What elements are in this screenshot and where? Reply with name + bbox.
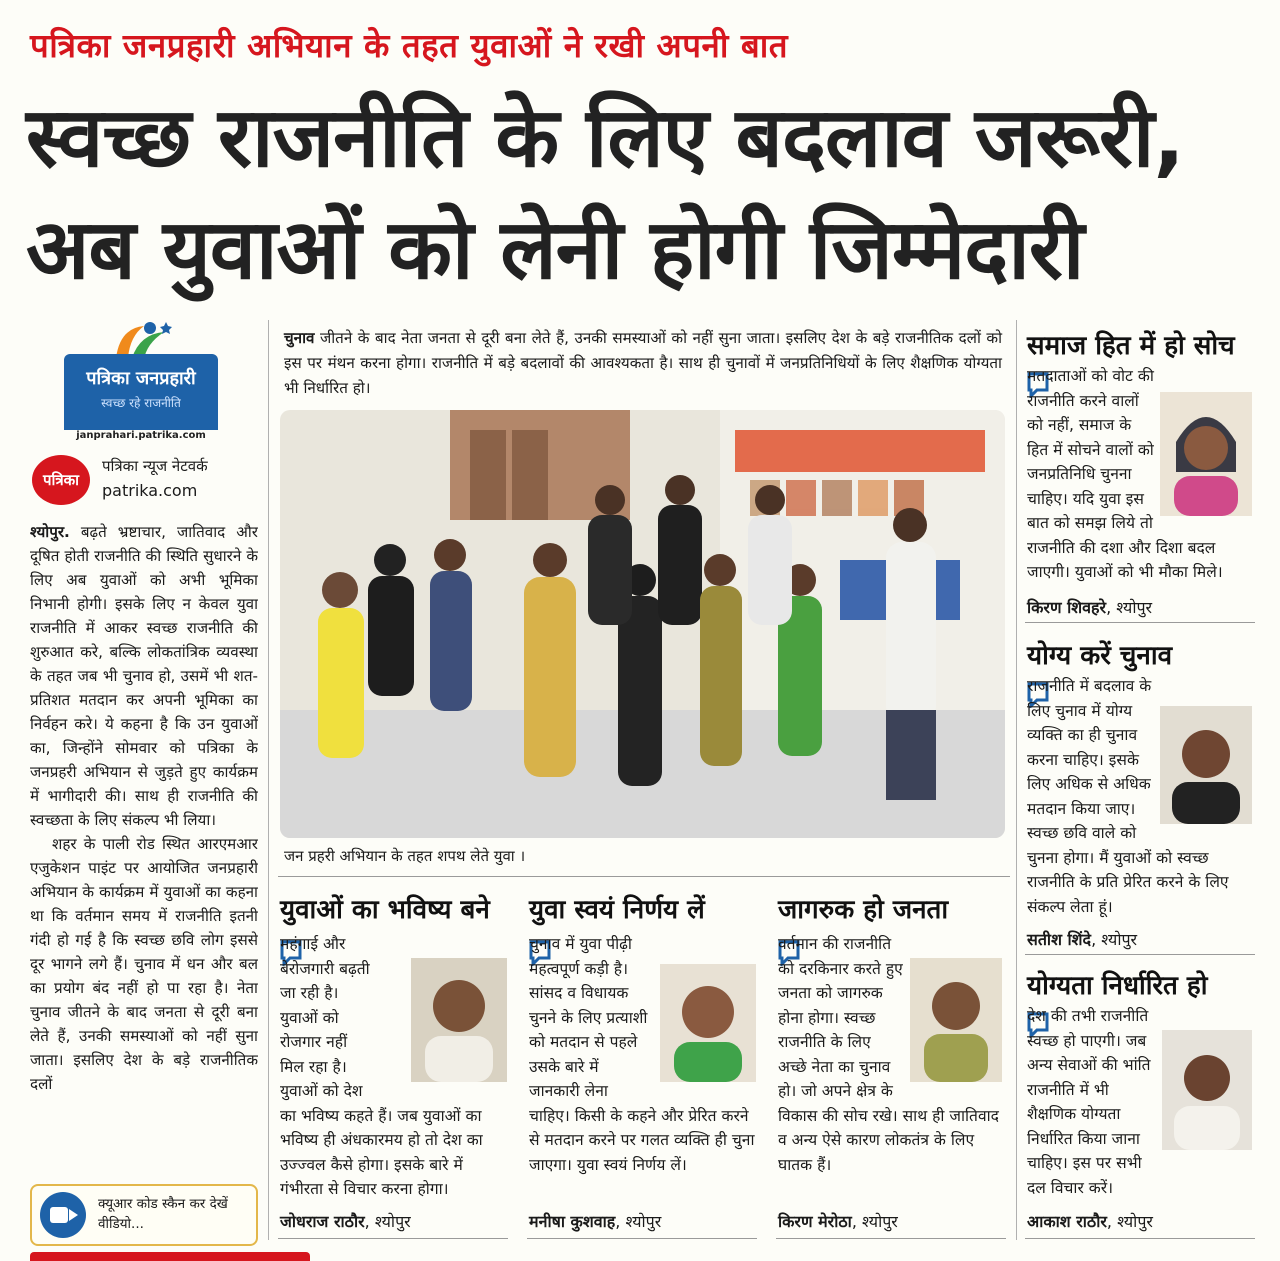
headline-line-1: स्वच्छ राजनीति के लिए बदलाव जरूरी, xyxy=(26,89,1184,186)
portrait-float xyxy=(372,932,506,1082)
sidebar-signature xyxy=(1027,928,1137,950)
section-text-body: महंगाई और बेरोजगारी बढ़ती जा रही है। युवाओं को रोजगार नहीं मिल रहा है। युवाओं को देश का भविष्य कहते हैं। जब युवाओं का भविष्य ही अंधकारमय हो तो देश का उज्ज्वल कैसे होगा। इसके बारे में गंभीरता से विचार करना होगा। xyxy=(280,935,483,1198)
sidebar-text xyxy=(1027,1004,1253,1200)
column-rule xyxy=(1016,320,1017,1240)
logo-brand: पत्रिका जनप्रहारी xyxy=(86,368,196,389)
lead-paragraph-2: शहर के पाली रोड स्थित आरएमआर एजुकेशन पाइंट पर आयोजित जनप्रहारी अभियान के कार्यक्रम में युवाओं का कहना था कि वर्तमान समय में राजनीति इतनी गंदी हो गई है कि स्वच्छ छवि लोग इससे दूर भागने लगे हैं। चुनाव में धन और बल का प्रयोग बंद नहीं हो पा रहा है। नेता चुनाव जीतने के बाद जनता से दूरी बना लेते हैं, उनकी समस्याओं को नहीं सुना जाता। इसलिए देश के बड़े राजनीतिक दलों xyxy=(30,835,258,1093)
lead-para-1-text: बढ़ते भ्रष्टाचार, जातिवाद और दूषित होती राजनीति की स्थिति सुधारने के लिए अब युवाओं को अभी भूमिका निभानी होगी। इसके लिए न केवल युवा राजनीति में आकर स्वच्छ राजनीति की शुरुआत करे, बल्कि लोकतांत्रिक व्यवस्था के तहत जब भी चुनाव हो, उसमें भी शत-प्रतिशत मतदान कर अपनी भूमिका का निर्वहन करे। ये कहना है कि उन युवाओं का, जिन्होंने सोमवार को पत्रिका के जनप्रहरी अभियान से जुड़ते हुए कार्यक्रम में भागीदारी की। साथ ही राजनीति की स्वच्छता के लिए संकल्प भी लिया। xyxy=(30,523,258,829)
signature-place: , श्योपुर xyxy=(615,1212,662,1231)
signature-name: आकाश राठौर xyxy=(1027,1212,1107,1231)
patrika-badge: पत्रिका xyxy=(32,455,90,505)
signature-place: , श्योपुर xyxy=(364,1212,411,1231)
section-divider xyxy=(776,1238,1006,1239)
photo-caption: जन प्रहरी अभियान के तहत शपथ लेते युवा । xyxy=(284,847,526,865)
janprahari-logo xyxy=(64,318,218,446)
signature-name: सतीश शिंदे xyxy=(1027,930,1092,949)
signature-place: , श्योपुर xyxy=(1106,598,1153,617)
signature-name: किरण शिवहरे xyxy=(1027,598,1107,617)
sidebar-text-body: राजनीति में बदलाव के लिए चुनाव में योग्य व्यक्ति का ही चुनाव करना चाहिए। इसके लिए अधिक से अधिक मतदान किया जाए। स्वच्छ छवि वाले को चुनना होगा। मैं युवाओं को स्वच्छ राजनीति के प्रति प्रेरित करने के लिए संकल्प लेता हूं। xyxy=(1027,677,1229,916)
intro-lead-word: चुनाव xyxy=(284,329,315,347)
lead-paragraph-1 xyxy=(30,520,258,832)
sidebar-text-body: मतदाताओं को वोट की राजनीति करने वालों को नहीं, समाज के हित में सोचने वालों को जनप्रतिनिधि चुनना चाहिए। यदि युवा इस बात को समझ लिये तो राजनीति की दशा और दिशा बदल जाएगी। युवाओं को भी मौका मिले। xyxy=(1027,367,1223,581)
sidebar-title: योग्य करें चुनाव xyxy=(1027,641,1173,671)
section-signature xyxy=(529,1210,661,1232)
section-text xyxy=(778,932,1004,1202)
signature-name: जोधराज राठौर xyxy=(280,1212,365,1231)
kicker: पत्रिका जनप्रहारी अभियान के तहत युवाओं ने रखी अपनी बात xyxy=(30,26,789,65)
portrait-float xyxy=(1159,1004,1253,1154)
sidebar-title: योग्यता निर्धारित हो xyxy=(1027,971,1208,1001)
signature-name: मनीषा कुशवाह xyxy=(529,1212,616,1231)
portrait-float xyxy=(904,932,1004,1082)
signature-place: , श्योपुर xyxy=(1106,1212,1153,1231)
dateline: श्योपुर. xyxy=(30,523,70,541)
section-text xyxy=(529,932,755,1202)
column-rule xyxy=(268,320,269,1240)
section-signature xyxy=(280,1210,411,1232)
section-title: जागरुक हो जनता xyxy=(778,895,949,925)
section-title: युवा स्वयं निर्णय लें xyxy=(529,895,705,925)
sidebar-signature xyxy=(1027,596,1152,618)
group-photo xyxy=(280,410,1005,838)
signature-place: , श्योपुर xyxy=(851,1212,898,1231)
portrait-float xyxy=(1155,674,1253,824)
section-text xyxy=(280,932,506,1202)
sidebar-divider xyxy=(1025,622,1255,623)
signature-name: किरण मेरोठा xyxy=(778,1212,852,1231)
group-photo-illustration xyxy=(280,410,1005,838)
sidebar-divider xyxy=(1025,954,1255,955)
portrait-float xyxy=(1155,364,1253,512)
caption-divider xyxy=(278,876,1010,877)
qr-label: क्यूआर कोड स्कैन कर देखें वीडियो... xyxy=(98,1196,228,1232)
logo-url: janprahari.patrika.com xyxy=(76,430,206,441)
section-text-body: चुनाव में युवा पीढ़ी महत्वपूर्ण कड़ी है। सांसद व विधायक चुनने के लिए प्रत्याशी को मतदान से पहले उसके बारे में जानकारी लेना चाहिए। किसी के कहने और प्रेरित करने से मतदान करने पर गलत व्यक्ति ही चुना जाएगा। युवा स्वयं निर्णय लें। xyxy=(529,935,755,1174)
intro-text: जीतने के बाद नेता जनता से दूरी बना लेते हैं, उनकी समस्याओं को नहीं सुना जाता। इसलिए देश के बड़े राजनीतिक दलों को इस पर मंथन करना होगा। राजनीति में बड़े बदलावों की आवश्यकता है। साथ ही चुनावों में जनप्रतिनिधियों के लिए शैक्षणिक योग्यता भी निर्धारित हो। xyxy=(284,329,1002,397)
sidebar-title: समाज हित में हो सोच xyxy=(1027,331,1235,361)
qr-video-prompt[interactable] xyxy=(30,1184,258,1246)
sidebar-divider xyxy=(1025,1238,1255,1239)
section-divider xyxy=(527,1238,757,1239)
portrait-float xyxy=(651,932,755,1082)
agency-site: patrika.com xyxy=(102,481,198,500)
sidebar-signature xyxy=(1027,1210,1153,1232)
logo-tagline: स्वच्छ रहे राजनीति xyxy=(101,396,181,410)
section-title: युवाओं का भविष्य बने xyxy=(280,895,490,925)
section-signature xyxy=(778,1210,898,1232)
sidebar-text xyxy=(1027,674,1253,920)
video-camera-icon xyxy=(40,1192,86,1238)
sidebar-text xyxy=(1027,364,1253,592)
headline-line-2: अब युवाओं को लेनी होगी जिम्मेदारी xyxy=(26,201,1084,298)
bottom-red-strip xyxy=(30,1252,310,1261)
sidebar-text-body: देश की तभी राजनीति स्वच्छ हो पाएगी। जब अन्य सेवाओं की भांति राजनीति में भी शैक्षणिक योग्यता निर्धारित किया जाना चाहिए। इस पर सभी दल विचार करें। xyxy=(1027,1007,1151,1197)
section-divider xyxy=(278,1238,508,1239)
section-text-body: वर्तमान की राजनीति को दरकिनार करते हुए जनता को जागरुक होना होगा। स्वच्छ राजनीति के लिए अच्छे नेता का चुनाव हो। जो अपने क्षेत्र के विकास की सोच रखे। साथ ही जातिवाद व अन्य ऐसे कारण लोकतंत्र के लिए घातक हैं। xyxy=(778,935,999,1174)
intro-paragraph xyxy=(284,326,1002,401)
lead-story xyxy=(30,520,258,1180)
signature-place: , श्योपुर xyxy=(1091,930,1138,949)
news-agency: पत्रिका न्यूज नेटवर्क xyxy=(102,457,208,475)
